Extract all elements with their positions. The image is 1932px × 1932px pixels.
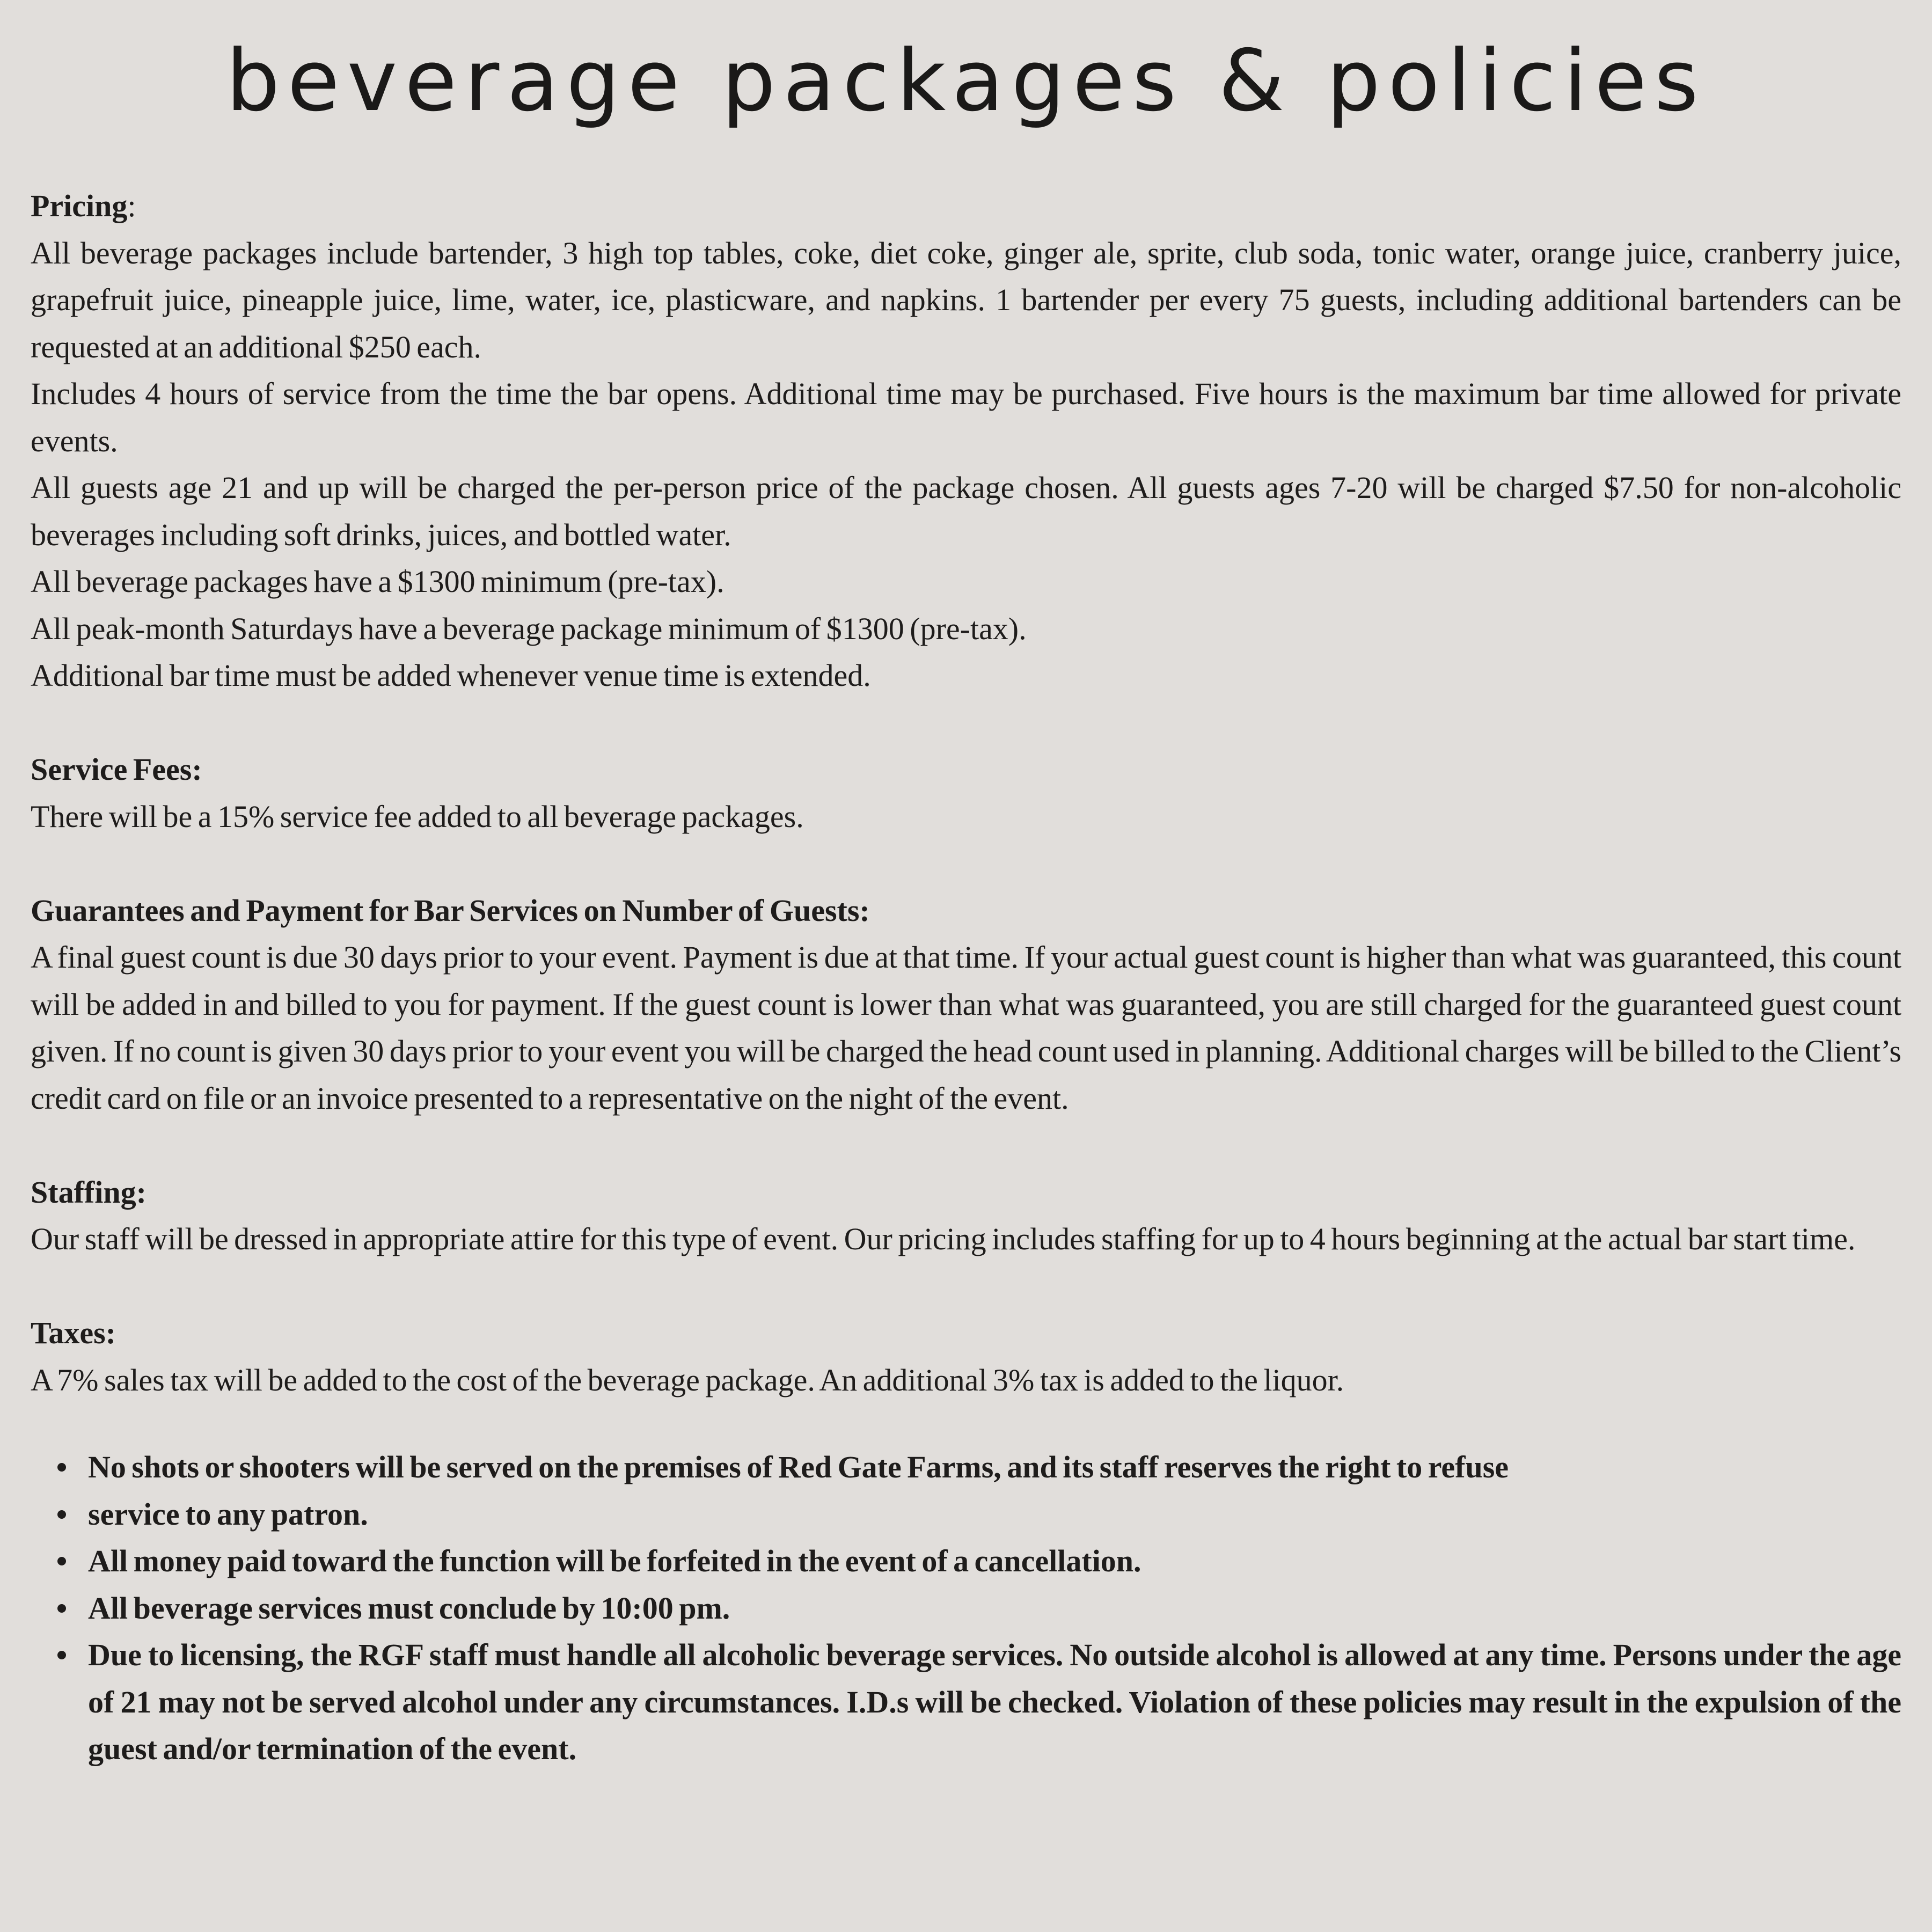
pricing-section (31, 182, 1901, 699)
section-heading-service-fees: Service Fees: (31, 752, 202, 787)
list-item (31, 1585, 1901, 1632)
pricing-paragraph: All beverage packages include bartender, 3 high top tables, coke, diet coke, ginger ale, sprite, club soda, tonic water, orange juice, cranberry juice, grapefruit juice, pineapple juice, lime, water, ice, plasticware, and napkins. 1 bartender per every 75 guests, including additional bartenders can be requested at an additional $250 each. (31, 235, 1901, 364)
taxes-section (31, 1309, 1901, 1403)
pricing-paragraph: All beverage packages have a $1300 minimum (pre-tax). (31, 564, 724, 599)
section-spacer (31, 840, 1901, 887)
section-heading-staffing: Staffing: (31, 1174, 147, 1210)
section-spacer (31, 1122, 1901, 1169)
bullet-dot-icon (57, 1557, 66, 1565)
service-fees-text: There will be a 15% service fee added to all beverage packages. (31, 799, 804, 834)
staffing-text: Our staff will be dressed in appropriate attire for this type of event. Our pricing includes staffing for up to 4 hours beginning at the actual bar start time. (31, 1221, 1856, 1256)
pricing-paragraph: All peak-month Saturdays have a beverage package minimum of $1300 (pre-tax). (31, 611, 1027, 646)
policy-text: All money paid toward the function will be forfeited in the event of a cancellation. (88, 1543, 1141, 1578)
taxes-text: A 7% sales tax will be added to the cost of the beverage package. An additional 3% tax is added to the liquor. (31, 1362, 1344, 1397)
pricing-paragraph: Includes 4 hours of service from the time the bar opens. Additional time may be purchased. Five hours is the maximum bar time allowed for private events. (31, 376, 1901, 458)
bullet-dot-icon (57, 1510, 66, 1519)
policy-text: Due to licensing, the RGF staff must handle all alcoholic beverage services. No outside alcohol is allowed at any time. Persons under the age of 21 may not be served alcohol under any circumstances. I.D.s will be checked. Violation of these policies may result in the expulsion of the guest and/or termination of the event. (88, 1637, 1901, 1766)
page-title: beverage packages & policies (226, 32, 1706, 130)
guarantees-text: A final guest count is due 30 days prior to your event. Payment is due at that time. If your actual guest count is higher than what was guaranteed, this count will be added in and billed to you for payment. If the guest count is lower than what was guaranteed, you are still charged for the guaranteed guest count given. If no count is given 30 days prior to your event you will be charged the head count used in planning. Additional charges will be billed to the Client’s credit card on file or an invoice presented to a representative on the night of the event. (31, 940, 1901, 1116)
section-heading-taxes: Taxes: (31, 1315, 116, 1350)
policy-bullet-list (31, 1444, 1901, 1773)
section-spacer (31, 1263, 1901, 1310)
guarantees-section (31, 887, 1901, 1122)
policy-page (31, 0, 1901, 1932)
policy-content (31, 182, 1901, 1773)
list-item (31, 1538, 1901, 1585)
section-heading-guarantees: Guarantees and Payment for Bar Services on Number of Guests: (31, 892, 870, 928)
service-fees-section (31, 746, 1901, 840)
pricing-paragraph: All guests age 21 and up will be charged the per-person price of the package chosen. All guests ages 7-20 will be charged $7.50 for non-alcoholic beverages including soft drinks, juices, and bottled water. (31, 470, 1901, 552)
policy-text: No shots or shooters will be served on the premises of Red Gate Farms, and its staff reserves the right to refuse (88, 1450, 1509, 1484)
bullet-dot-icon (57, 1463, 66, 1472)
section-spacer (31, 1403, 1901, 1444)
bullet-dot-icon (57, 1604, 66, 1613)
bullet-dot-icon (57, 1651, 66, 1659)
policy-text: All beverage services must conclude by 10:00 pm. (88, 1590, 730, 1626)
policy-text: service to any patron. (88, 1496, 368, 1532)
pricing-paragraph: Additional bar time must be added whenever venue time is extended. (31, 658, 871, 693)
list-item (31, 1631, 1901, 1773)
staffing-section (31, 1169, 1901, 1263)
pricing-heading-text: Pricing (31, 188, 128, 223)
section-heading-pricing (31, 182, 1901, 230)
section-spacer (31, 699, 1901, 747)
list-item (31, 1491, 1901, 1538)
list-item (31, 1444, 1901, 1491)
pricing-heading-colon: : (127, 188, 136, 223)
